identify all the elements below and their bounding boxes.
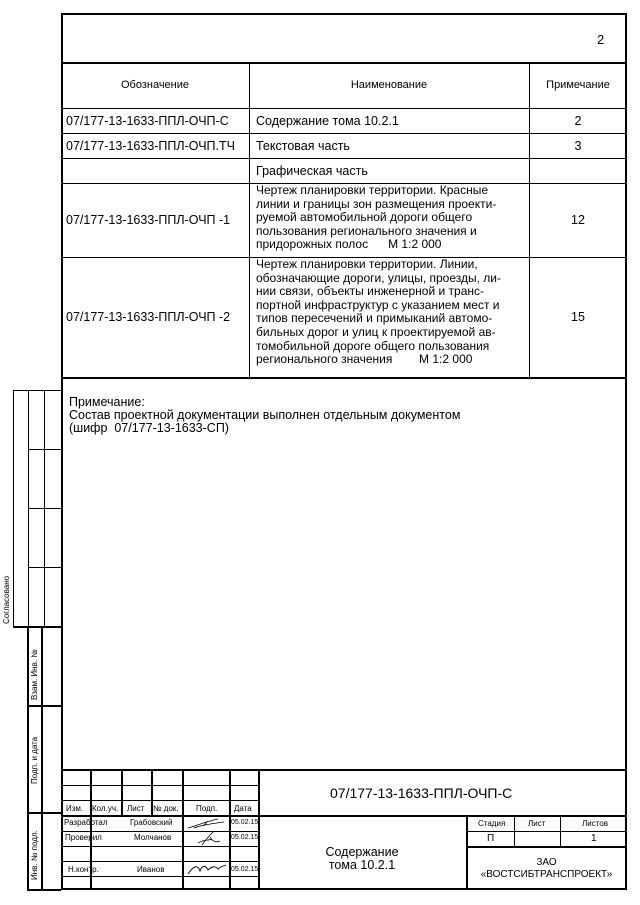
name-line: портной инфраструктур с указанием мест и [256,297,500,312]
side-line [27,812,61,814]
stamp-date: 05.02.15 [231,834,259,841]
stamp-sheets: 1 [591,833,597,844]
stamp-date: 05.02.15 [231,819,259,826]
side-line [27,626,29,890]
name-line: обозначающие дороги, улицы, проезды, ли- [256,270,502,285]
row-name: Содержание тома 10.2.1 [256,113,399,128]
org-line: ЗАО [536,857,557,868]
side-line [28,449,61,450]
stamp-header-podp: Подп. [196,804,218,813]
stamp-row [61,846,258,847]
row-name-multiline [256,184,528,252]
name-line: Чертеж планировки территории. Красные [256,183,488,197]
row-name: Графическая часть [256,163,368,178]
stamp-stage: П [487,833,495,844]
side-line [28,508,61,509]
name-line: нии связи, объекты инженерной и транс- [256,284,484,299]
side-line [13,390,14,626]
stamp-title-line: Содержание [325,845,399,859]
row-designation: 07/177-13-1633-ППЛ-ОЧП -2 [66,310,231,324]
name-line: типов пересечений и примыканий автомо- [256,311,493,326]
stamp-header-izm: Изм. [66,804,84,813]
note-block [69,396,460,435]
name-line: регионального значения М 1:2 000 [256,352,473,367]
name-line: пользования регионального значения и [256,223,477,238]
stamp-row [61,785,258,786]
side-label-vzam: Взам. Инв. № [30,649,39,700]
name-line: томобильной дороге общего пользования [256,338,490,353]
stamp-title [258,846,466,872]
name-line: линии и границы зон размещения проекти- [256,196,497,211]
side-line [41,626,43,890]
stamp-title-line: тома 10.2.1 [328,858,396,872]
note-line: Состав проектной документации выполнен отдельным документом [69,408,461,422]
row-designation: 07/177-13-1633-ППЛ-ОЧП-С [66,113,229,128]
stamp-person: Молчанов [134,833,172,842]
signature-molchanov [184,829,228,847]
note-title: Примечание: [69,395,145,409]
stamp-row [61,831,258,832]
stamp-sheets-label: Листов [582,819,608,828]
side-line [27,889,61,891]
name-line: бильных дорог и улиц к проектируемой ав- [256,324,496,339]
row-note: 15 [571,310,585,324]
name-line: Чертеж планировки территории. Линии, [256,257,478,271]
table-col-divider-1 [249,62,250,377]
side-label-inv: Инв. № подл. [30,830,39,880]
header-name: Наименование [350,79,428,91]
side-label-podp: Подп. и дата [30,736,39,784]
row-note: 3 [574,138,582,153]
stamp-person: Грабовский [130,818,173,827]
side-label-agreed: Согласовано [2,575,11,624]
page-number: 2 [597,32,605,47]
stamp-row [61,800,258,801]
header-note: Примечание [546,79,610,91]
stamp-col [560,815,561,846]
stamp-role: Разработал [64,818,108,827]
stamp-row [61,815,627,817]
stamp-code: 07/177-13-1633-ППЛ-ОЧП-С [330,785,513,801]
side-line [13,390,61,391]
note-line: (шифр 07/177-13-1633-СП) [69,421,229,435]
stamp-organization [466,857,627,881]
stamp-top [61,769,627,771]
org-line: «ВОСТСИБТРАНСПРОЕКТ» [480,869,613,880]
stamp-header-list: Лист [127,804,145,813]
signature-ivanov [184,861,228,877]
row-name-multiline [256,258,528,367]
row-name: Текстовая часть [256,138,350,153]
table-bottom [61,377,627,379]
name-line: придорожных полос М 1:2 000 [256,237,442,252]
stamp-col [514,815,515,846]
stamp-row [61,876,258,877]
row-note: 12 [571,213,585,227]
stamp-row [466,831,627,832]
stamp-header-kol: Кол.уч. [92,804,119,813]
name-line: руемой автомобильной дороги общего [256,210,473,225]
side-line [27,705,61,707]
stamp-date: 05.02.15 [231,866,259,873]
stamp-header-ndoc: № док. [153,804,179,813]
row-designation: 07/177-13-1633-ППЛ-ОЧП.ТЧ [66,138,235,153]
row-note: 2 [574,113,582,128]
stamp-header-date: Дата [234,804,252,813]
stamp-col [121,769,123,816]
stamp-role: Проверил [65,833,102,842]
side-line [13,626,61,628]
stamp-stage-label: Стадия [478,819,506,828]
stamp-row [61,861,258,862]
side-line [28,567,61,568]
stamp-row [466,846,627,848]
stamp-sheet-label: Лист [528,819,546,828]
stamp-person: Иванов [137,865,165,874]
stamp-role: Н.контр. [68,865,99,874]
row-designation: 07/177-13-1633-ППЛ-ОЧП -1 [66,213,231,227]
header-designation: Обозначение [120,79,190,91]
